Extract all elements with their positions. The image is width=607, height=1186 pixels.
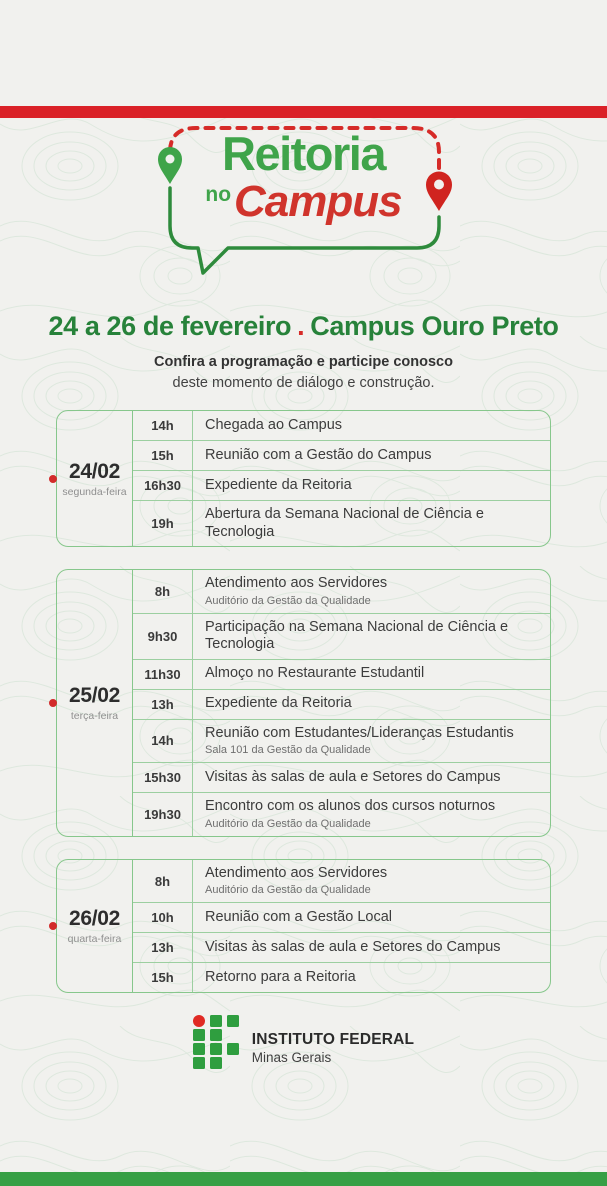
event-logo xyxy=(154,106,454,284)
top-red-bar xyxy=(0,106,607,118)
day-rows xyxy=(133,860,550,993)
activity-cell xyxy=(193,441,550,470)
event-location: Auditório da Gestão da Qualidade xyxy=(205,594,371,607)
event-title: Reunião com Estudantes/Lideranças Estudantis xyxy=(205,724,514,741)
event-title: Participação na Semana Nacional de Ciência e Tecnologia xyxy=(205,618,509,653)
event-row xyxy=(133,440,550,470)
bottom-green-bar xyxy=(0,1172,607,1186)
event-time: 14h xyxy=(133,411,193,440)
activity-cell xyxy=(193,471,550,500)
event-time: 14h xyxy=(133,720,193,763)
date-cell xyxy=(57,411,133,546)
day-weekday: quarta-feira xyxy=(67,933,122,945)
intro-line-1: Confira a programação e participe conosco xyxy=(154,354,453,371)
activity-cell xyxy=(193,614,550,659)
event-row xyxy=(133,613,550,659)
event-title: Atendimento aos Servidores xyxy=(205,575,388,592)
activity-cell xyxy=(193,933,550,962)
event-row xyxy=(133,570,550,613)
event-row xyxy=(133,962,550,992)
day-date: 25/02 xyxy=(68,683,121,707)
event-row xyxy=(133,932,550,962)
event-row xyxy=(133,659,550,689)
page-title xyxy=(0,310,607,342)
event-time: 8h xyxy=(133,570,193,613)
day-weekday: segunda-feira xyxy=(62,485,127,498)
event-title: Encontro com os alunos dos cursos noturnos xyxy=(205,798,496,815)
day-date: 24/02 xyxy=(68,459,121,483)
campus-name: Campus Ouro Preto xyxy=(310,311,559,341)
if-grid-logo-icon xyxy=(193,1015,241,1071)
event-time: 15h xyxy=(133,441,193,470)
event-title: Reunião com a Gestão do Campus xyxy=(205,447,432,464)
footer-org: INSTITUTO FEDERAL xyxy=(251,1031,415,1049)
day-table xyxy=(56,859,551,994)
day-table xyxy=(56,410,551,547)
event-time: 16h30 xyxy=(133,471,193,500)
event-row xyxy=(133,902,550,932)
event-title: Abertura da Semana Nacional de Ciência e Tecnologia xyxy=(205,506,484,540)
activity-cell xyxy=(193,660,550,689)
date-cell xyxy=(57,570,133,836)
day-weekday: terça-feira xyxy=(70,709,119,722)
intro-text xyxy=(0,352,607,394)
event-title: Visitas às salas de aula e Setores do Campus xyxy=(205,768,501,785)
event-row xyxy=(133,860,550,903)
event-time: 11h30 xyxy=(133,660,193,689)
event-time: 15h30 xyxy=(133,763,193,792)
event-title: Reunião com a Gestão Local xyxy=(205,909,392,926)
activity-cell xyxy=(193,963,550,992)
dot-separator: . xyxy=(297,311,305,341)
footer-unit: Minas Gerais xyxy=(251,1050,332,1066)
day-marker-icon xyxy=(49,699,57,707)
event-title: Expediente da Reitoria xyxy=(205,695,352,712)
activity-cell xyxy=(193,763,550,792)
date-cell xyxy=(57,860,133,993)
event-location: Auditório da Gestão da Qualidade xyxy=(205,884,371,897)
event-row xyxy=(133,762,550,792)
activity-cell xyxy=(193,570,550,613)
event-location: Sala 101 da Gestão da Qualidade xyxy=(205,743,371,756)
event-location: Auditório da Gestão da Qualidade xyxy=(205,817,371,830)
event-row xyxy=(133,411,550,440)
footer xyxy=(0,1015,607,1071)
activity-cell xyxy=(193,793,550,836)
day-rows xyxy=(133,570,550,836)
day-table xyxy=(56,569,551,837)
event-title: Chegada ao Campus xyxy=(205,417,343,434)
event-time: 13h xyxy=(133,933,193,962)
schedule xyxy=(56,410,551,993)
event-dates: 24 a 26 de fevereiro xyxy=(48,311,292,341)
event-time: 19h30 xyxy=(133,793,193,836)
event-title: Almoço no Restaurante Estudantil xyxy=(205,665,425,682)
day-marker-icon xyxy=(49,922,57,930)
activity-cell xyxy=(193,903,550,932)
event-time: 13h xyxy=(133,690,193,719)
day-rows xyxy=(133,411,550,546)
activity-cell xyxy=(193,690,550,719)
day-date: 26/02 xyxy=(68,907,121,930)
event-row xyxy=(133,719,550,763)
event-row xyxy=(133,470,550,500)
activity-cell xyxy=(193,720,550,763)
activity-cell xyxy=(193,860,550,903)
intro-line-2: deste momento de diálogo e construção. xyxy=(172,375,435,392)
event-title: Atendimento aos Servidores xyxy=(205,864,388,881)
logo-subtitle-prefix: no xyxy=(205,183,232,206)
activity-cell xyxy=(193,411,550,440)
event-time: 10h xyxy=(133,903,193,932)
event-time: 15h xyxy=(133,963,193,992)
day-marker-icon xyxy=(49,475,57,483)
activity-cell xyxy=(193,501,550,546)
logo-title: Reitoria xyxy=(222,127,385,180)
event-title: Visitas às salas de aula e Setores do Campus xyxy=(205,939,501,956)
logo-subtitle: Campus xyxy=(234,177,402,226)
event-time: 9h30 xyxy=(133,614,193,659)
event-time: 19h xyxy=(133,501,193,546)
event-title: Expediente da Reitoria xyxy=(205,477,352,494)
event-row xyxy=(133,500,550,546)
event-row xyxy=(133,792,550,836)
event-title: Retorno para a Reitoria xyxy=(205,969,356,986)
event-time: 8h xyxy=(133,860,193,903)
event-row xyxy=(133,689,550,719)
